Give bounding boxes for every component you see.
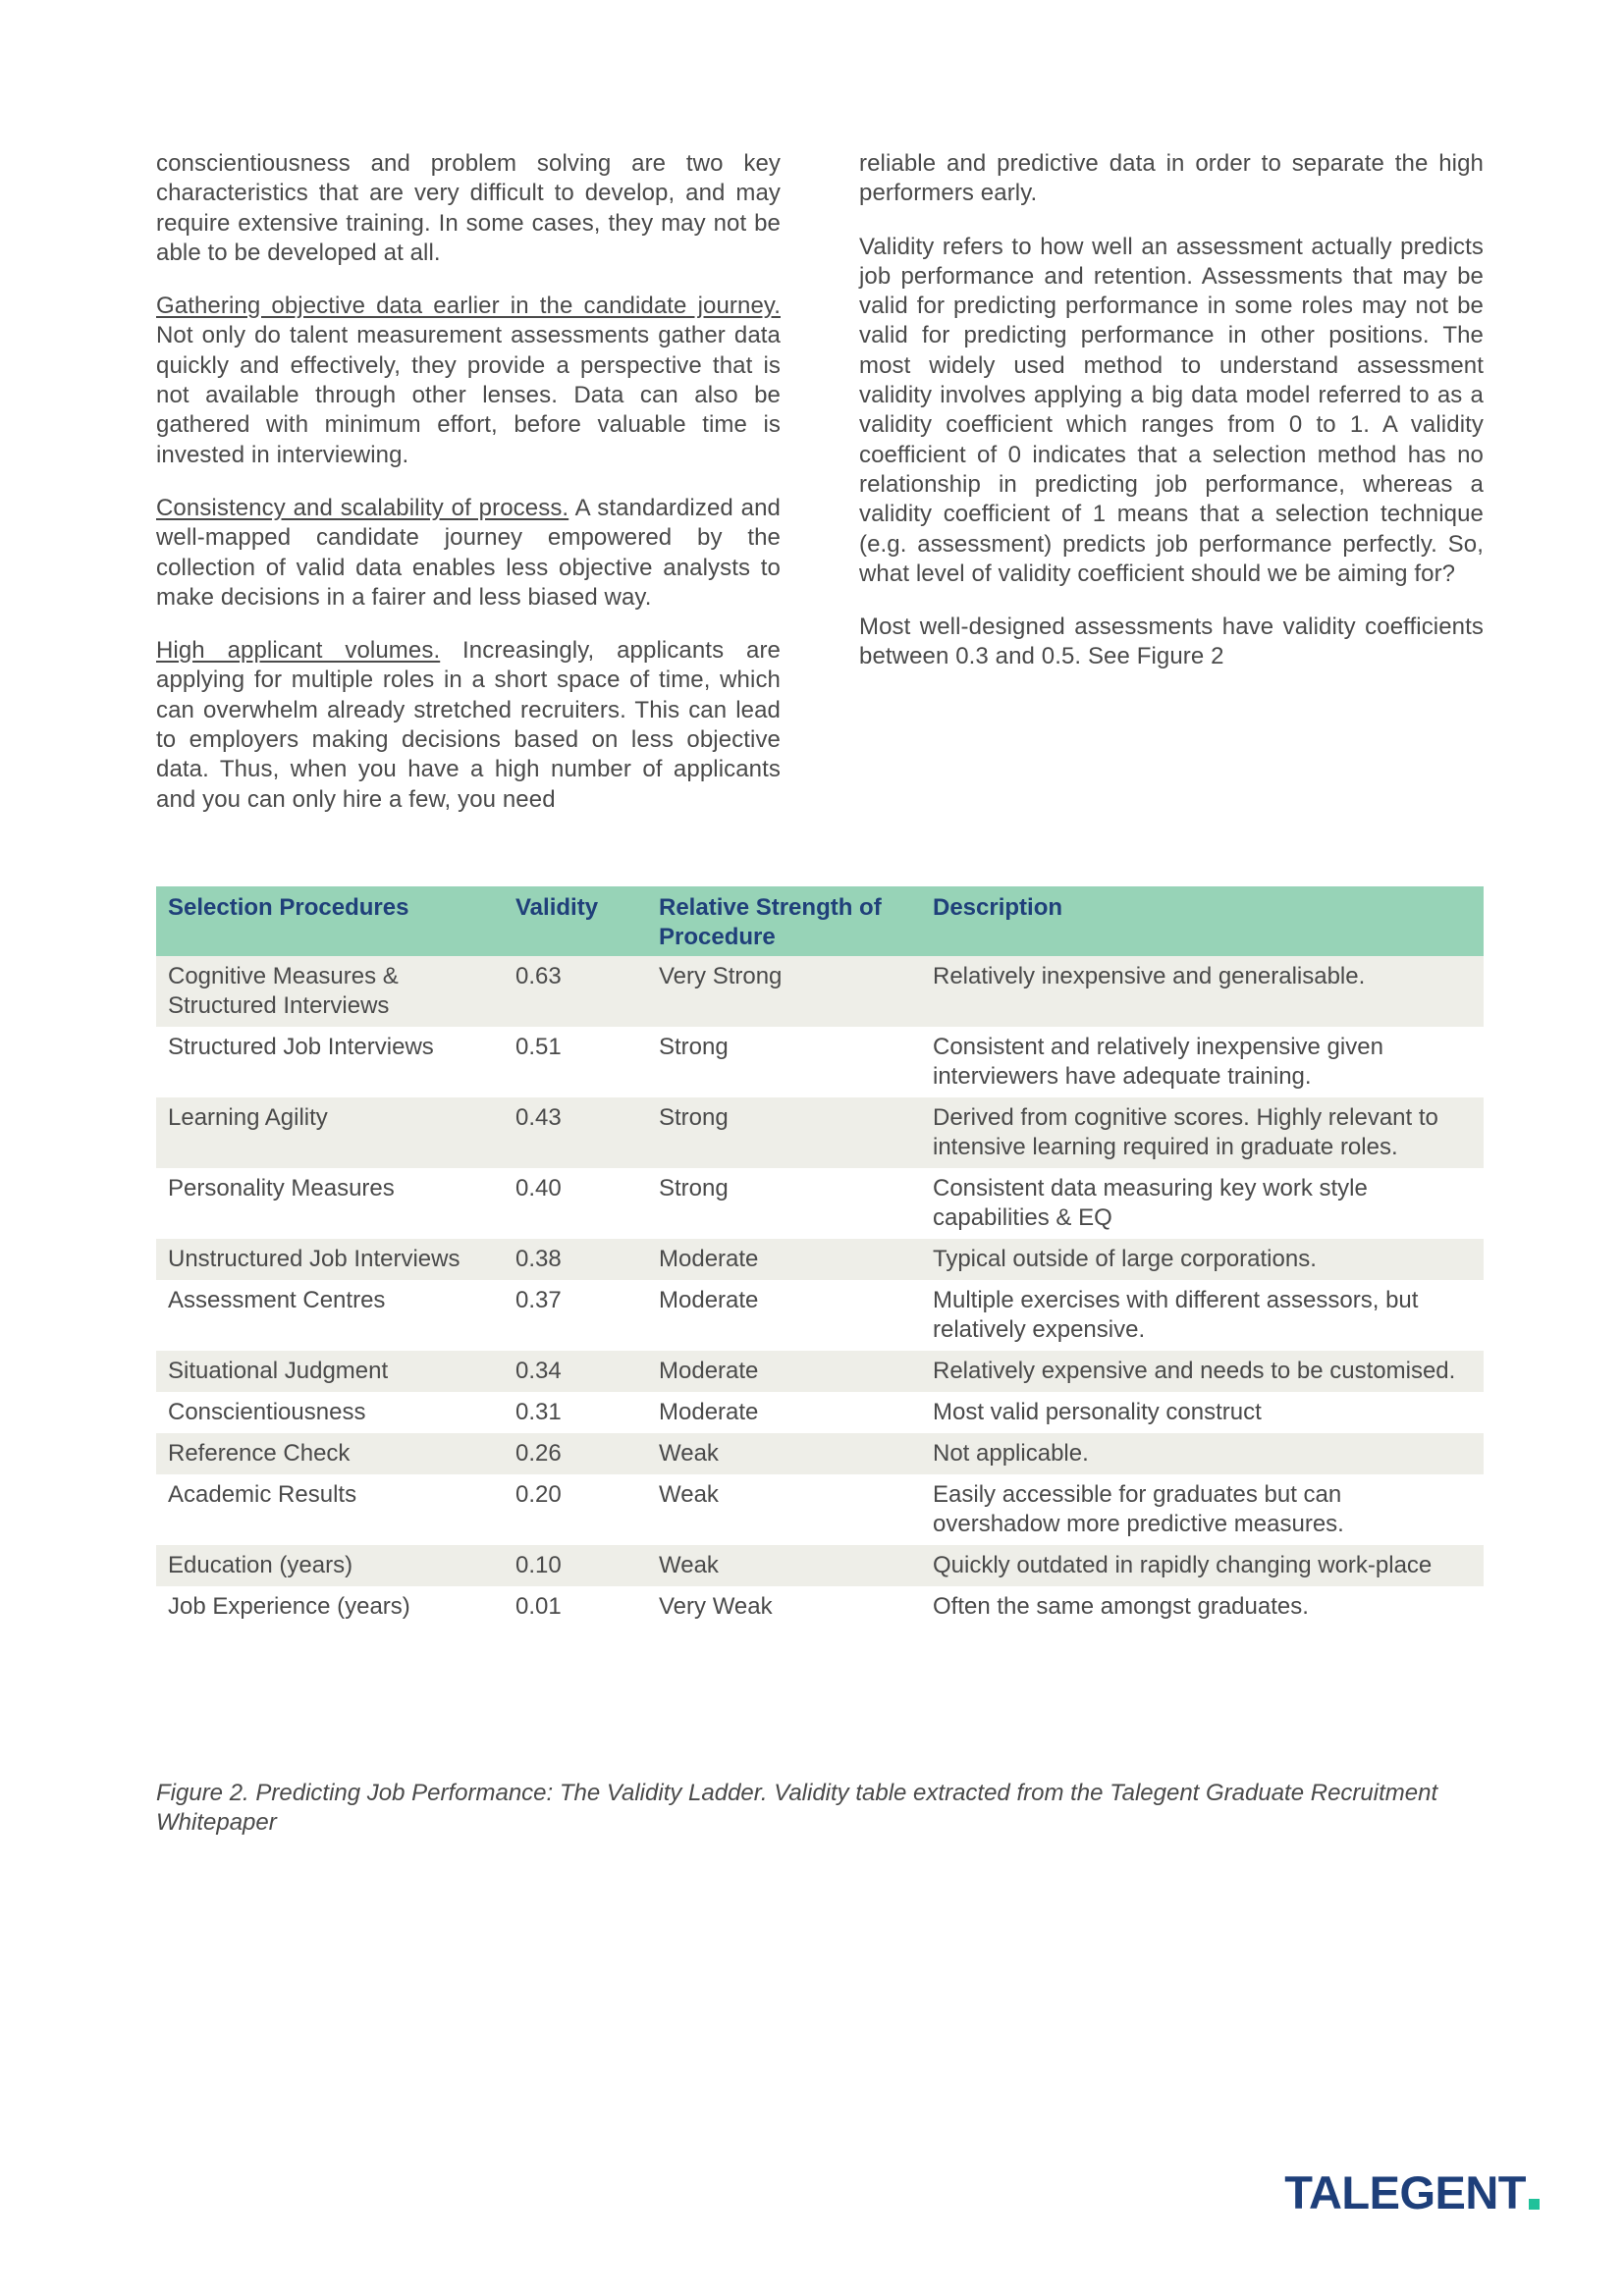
validity-cell: 0.26 bbox=[504, 1433, 647, 1474]
validity-cell: 0.20 bbox=[504, 1474, 647, 1545]
description-cell: Typical outside of large corporations. bbox=[921, 1239, 1484, 1280]
table-row bbox=[156, 1097, 1484, 1168]
strength-cell: Very Strong bbox=[647, 956, 921, 1027]
selection-procedure-cell: Education (years) bbox=[156, 1545, 504, 1586]
selection-procedure-cell: Assessment Centres bbox=[156, 1280, 504, 1351]
left-column bbox=[156, 149, 781, 838]
selection-procedure-cell: Cognitive Measures & Structured Interviews bbox=[156, 956, 504, 1027]
paragraph-body: A standardized and well-mapped candidate journey empowered by the collection of valid data enables less objective analysts to make decisions in a fairer and less biased way. bbox=[156, 494, 781, 611]
strength-cell: Moderate bbox=[647, 1239, 921, 1280]
selection-procedure-cell: Job Experience (years) bbox=[156, 1586, 504, 1628]
description-cell: Multiple exercises with different assessors, but relatively expensive. bbox=[921, 1280, 1484, 1351]
strength-cell: Weak bbox=[647, 1474, 921, 1545]
selection-procedure-cell: Academic Results bbox=[156, 1474, 504, 1545]
validity-cell: 0.31 bbox=[504, 1392, 647, 1433]
strength-cell: Very Weak bbox=[647, 1586, 921, 1628]
validity-table-container bbox=[156, 886, 1484, 1628]
paragraph: Most well-designed assessments have validity coefficients between 0.3 and 0.5. See Figure 2 bbox=[859, 614, 1484, 670]
strength-cell: Moderate bbox=[647, 1351, 921, 1392]
validity-cell: 0.51 bbox=[504, 1027, 647, 1097]
logo-text: TALEGENT bbox=[1284, 2166, 1526, 2218]
table-row bbox=[156, 1351, 1484, 1392]
selection-procedure-cell: Situational Judgment bbox=[156, 1351, 504, 1392]
paragraph: conscientiousness and problem solving are two key characteristics that are very difficult to develop, and may require extensive training. In some cases, they may not be able to be developed at all. bbox=[156, 150, 781, 266]
validity-cell: 0.43 bbox=[504, 1097, 647, 1168]
description-cell: Derived from cognitive scores. Highly relevant to intensive learning required in graduate roles. bbox=[921, 1097, 1484, 1168]
paragraph-lead: Consistency and scalability of process. bbox=[156, 494, 569, 521]
right-column bbox=[859, 149, 1484, 838]
selection-procedure-cell: Unstructured Job Interviews bbox=[156, 1239, 504, 1280]
paragraph-lead: High applicant volumes. bbox=[156, 637, 441, 665]
description-cell: Relatively expensive and needs to be customised. bbox=[921, 1351, 1484, 1392]
selection-procedure-cell: Reference Check bbox=[156, 1433, 504, 1474]
table-row bbox=[156, 1586, 1484, 1628]
paragraph: reliable and predictive data in order to separate the high performers early. bbox=[859, 150, 1484, 207]
table-row bbox=[156, 1239, 1484, 1280]
table-row bbox=[156, 1433, 1484, 1474]
paragraph bbox=[156, 292, 781, 470]
strength-cell: Moderate bbox=[647, 1392, 921, 1433]
table-row bbox=[156, 1392, 1484, 1433]
description-cell: Relatively inexpensive and generalisable. bbox=[921, 956, 1484, 1027]
validity-cell: 0.40 bbox=[504, 1168, 647, 1239]
strength-cell: Strong bbox=[647, 1027, 921, 1097]
column-header: Validity bbox=[504, 886, 647, 956]
selection-procedure-cell: Conscientiousness bbox=[156, 1392, 504, 1433]
validity-cell: 0.37 bbox=[504, 1280, 647, 1351]
validity-cell: 0.38 bbox=[504, 1239, 647, 1280]
validity-cell: 0.01 bbox=[504, 1586, 647, 1628]
table-row bbox=[156, 956, 1484, 1027]
body-columns bbox=[156, 149, 1484, 838]
description-cell: Often the same amongst graduates. bbox=[921, 1586, 1484, 1628]
table-body bbox=[156, 956, 1484, 1628]
table-row bbox=[156, 1545, 1484, 1586]
paragraph-body: Increasingly, applicants are applying for multiple roles in a short space of time, which can overwhelm already stretched recruiters. This can lead to employers making decisions based on less objective data. Thus, when you have a high number of applicants and you can only hire a few, you need bbox=[156, 637, 781, 813]
paragraph: Validity refers to how well an assessment actually predicts job performance and retention. Assessments that may be valid for predicting performance in some roles may not be valid for predicting performance in other positions. The most widely used method to understand assessment validity involves applying a big data model referred to as a validity coefficient which ranges from 0 to 1. A validity coefficient of 0 indicates that a selection method has no relationship in predicting job performance, whereas a validity coefficient of 1 means that a selection technique (e.g. assessment) predicts job performance perfectly. So, what level of validity coefficient should we be aiming for? bbox=[859, 233, 1484, 587]
strength-cell: Moderate bbox=[647, 1280, 921, 1351]
selection-procedure-cell: Personality Measures bbox=[156, 1168, 504, 1239]
validity-cell: 0.34 bbox=[504, 1351, 647, 1392]
description-cell: Easily accessible for graduates but can overshadow more predictive measures. bbox=[921, 1474, 1484, 1545]
figure-caption: Figure 2. Predicting Job Performance: The Validity Ladder. Validity table extracted from the Talegent Graduate Recruitment Whitepaper bbox=[156, 1780, 1438, 1836]
validity-cell: 0.10 bbox=[504, 1545, 647, 1586]
column-header: Description bbox=[921, 886, 1484, 956]
paragraph bbox=[156, 636, 781, 815]
talegent-logo bbox=[1284, 2168, 1540, 2217]
strength-cell: Strong bbox=[647, 1097, 921, 1168]
paragraph-body: Not only do talent measurement assessments gather data quickly and effectively, they provide a perspective that is not available through other lenses. Data can also be gathered with minimum effort, before valuable time is invested in interviewing. bbox=[156, 322, 781, 468]
description-cell: Not applicable. bbox=[921, 1433, 1484, 1474]
validity-table bbox=[156, 886, 1484, 1628]
description-cell: Most valid personality construct bbox=[921, 1392, 1484, 1433]
table-row bbox=[156, 1280, 1484, 1351]
selection-procedure-cell: Learning Agility bbox=[156, 1097, 504, 1168]
paragraph-lead: Gathering objective data earlier in the candidate journey. bbox=[156, 293, 781, 320]
column-header: Relative Strength of Procedure bbox=[647, 886, 921, 956]
table-row bbox=[156, 1168, 1484, 1239]
strength-cell: Weak bbox=[647, 1433, 921, 1474]
column-header: Selection Procedures bbox=[156, 886, 504, 956]
description-cell: Consistent data measuring key work style capabilities & EQ bbox=[921, 1168, 1484, 1239]
paragraph bbox=[156, 494, 781, 613]
validity-cell: 0.63 bbox=[504, 956, 647, 1027]
strength-cell: Strong bbox=[647, 1168, 921, 1239]
strength-cell: Weak bbox=[647, 1545, 921, 1586]
table-row bbox=[156, 1027, 1484, 1097]
logo-dot bbox=[1529, 2199, 1540, 2210]
table-header-row bbox=[156, 886, 1484, 956]
description-cell: Quickly outdated in rapidly changing work-place bbox=[921, 1545, 1484, 1586]
table-row bbox=[156, 1474, 1484, 1545]
selection-procedure-cell: Structured Job Interviews bbox=[156, 1027, 504, 1097]
description-cell: Consistent and relatively inexpensive given interviewers have adequate training. bbox=[921, 1027, 1484, 1097]
